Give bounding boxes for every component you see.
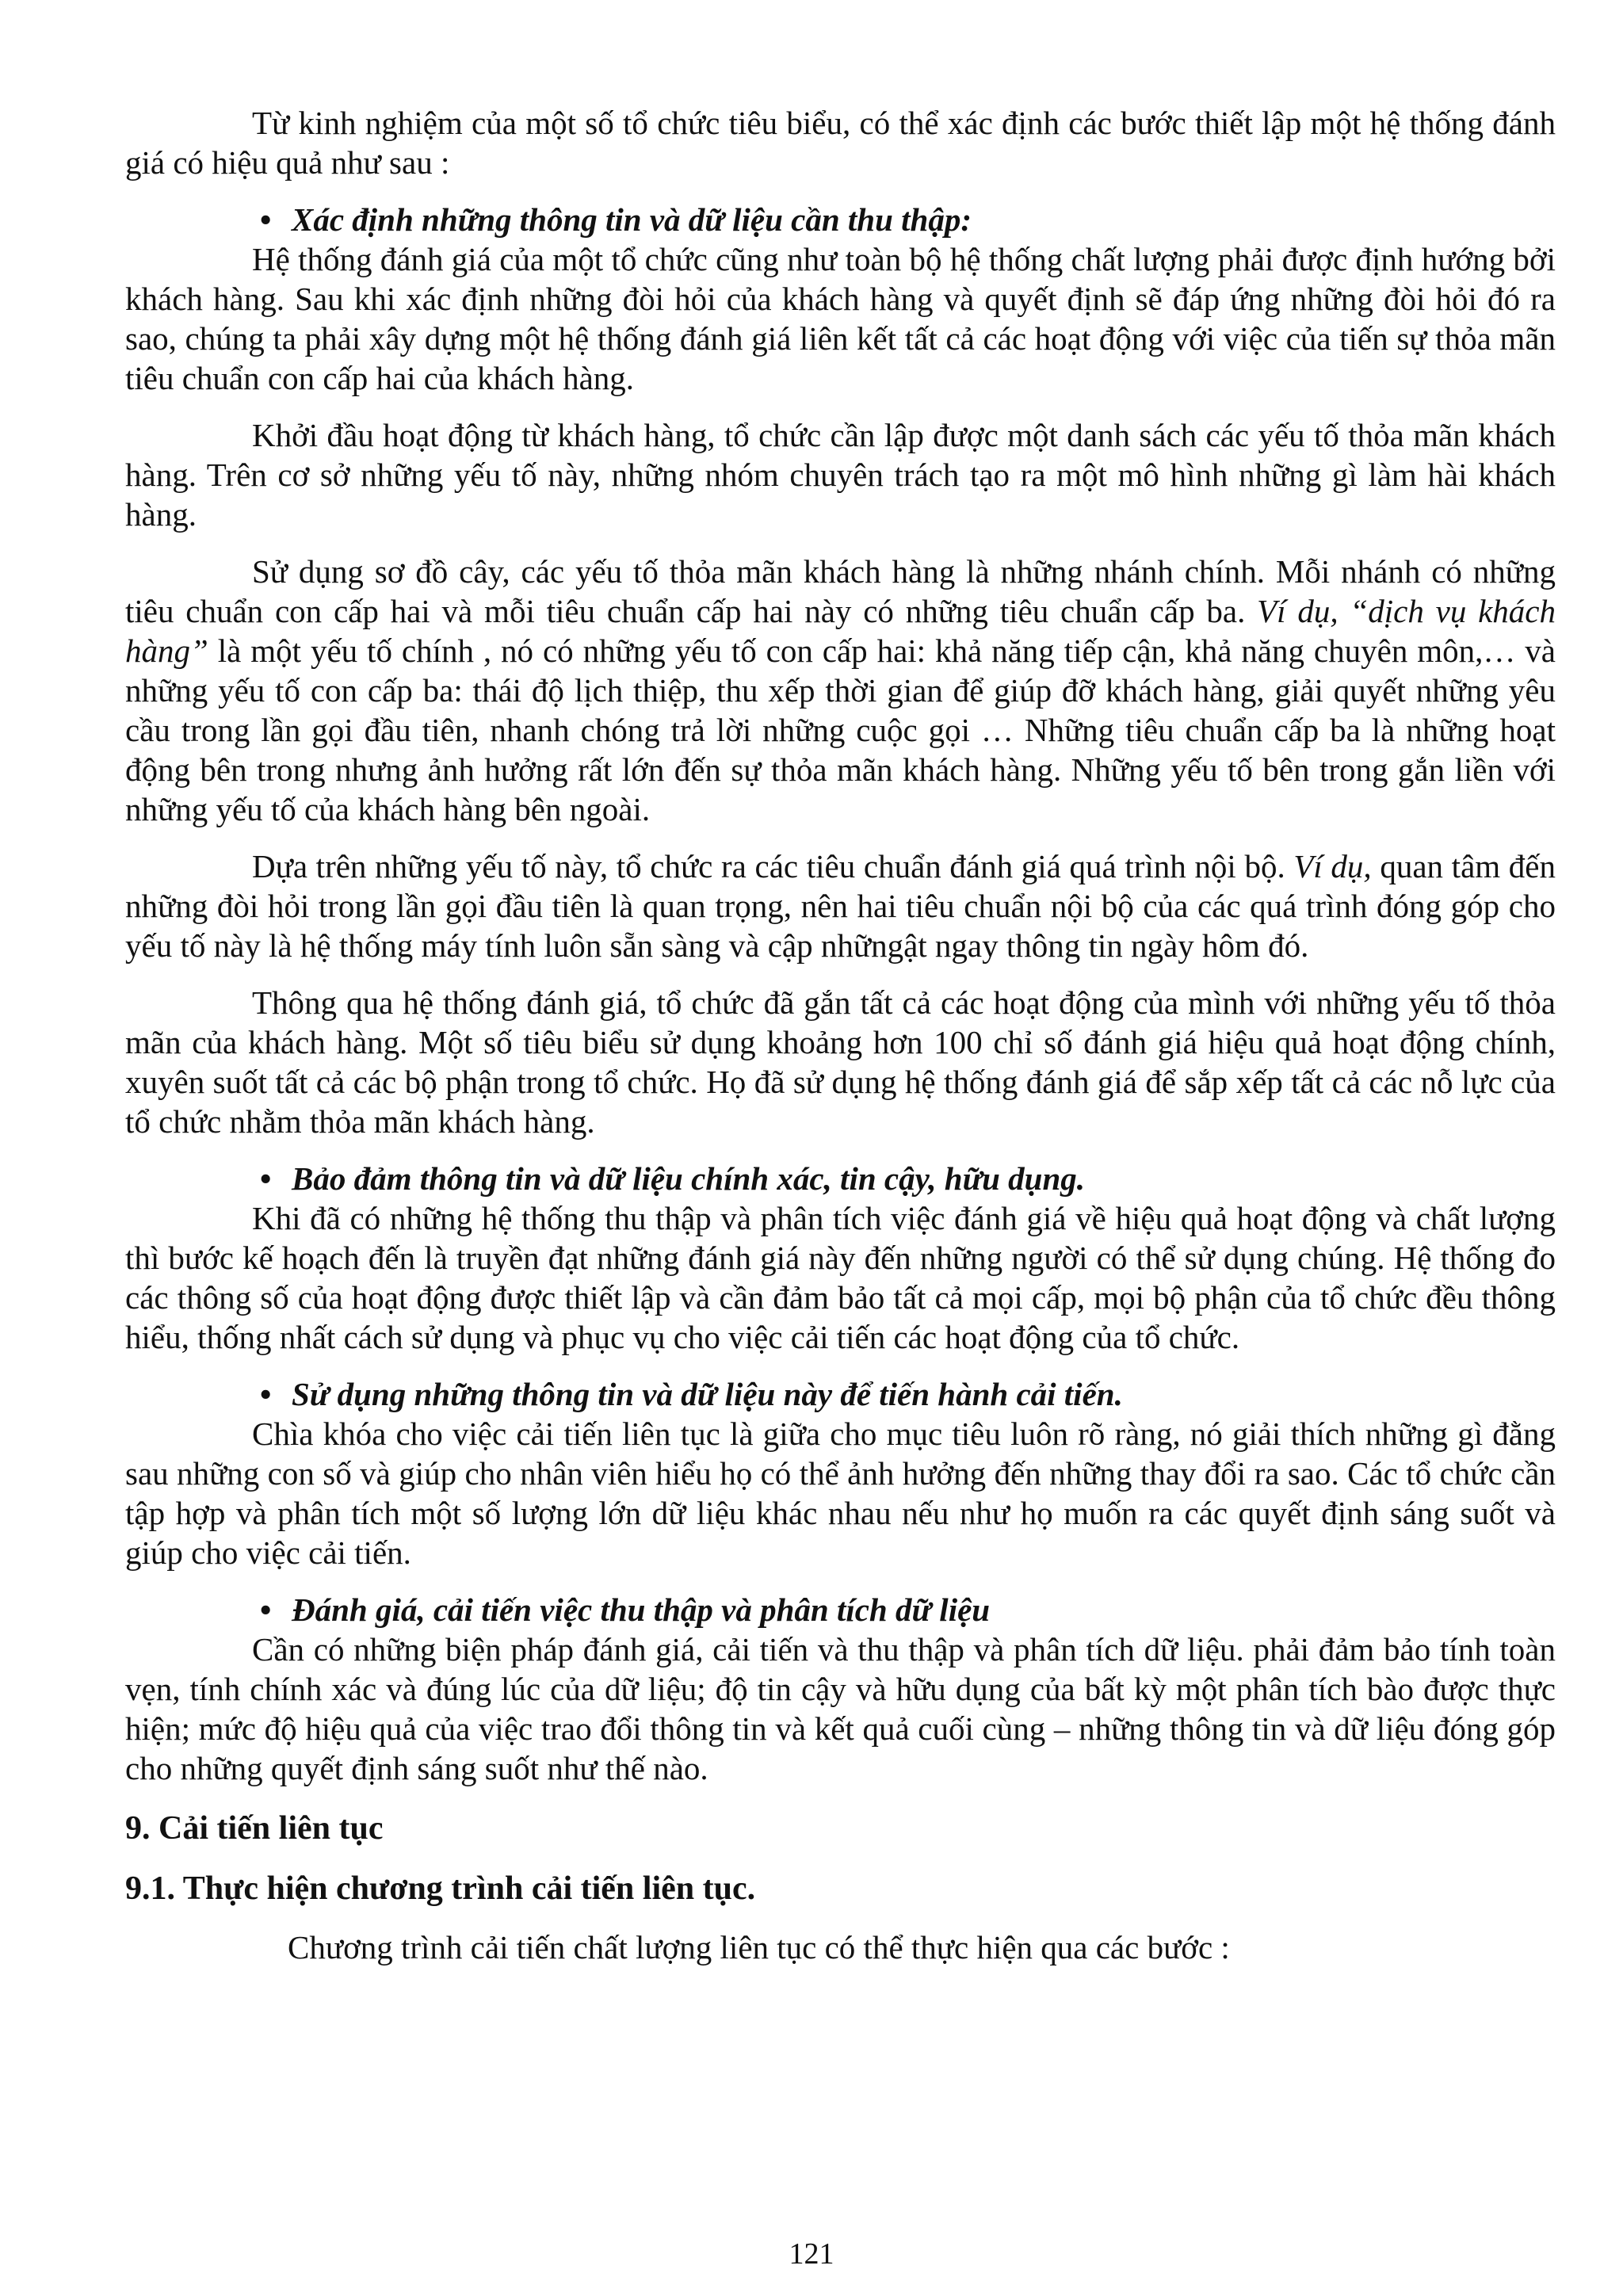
paragraph-key-improvement: Chìa khóa cho việc cải tiến liên tục là giữa cho mục tiêu luôn rõ ràng, nó giải thích những gì đằng sau những con số và giúp cho nhân viên hiểu họ có thể ảnh hưởng đến những thay đổi ra sao. Các tổ chức cần tập hợp và phân tích một số lượng lớn dữ liệu khác nhau nếu như họ muốn ra các quyết định sáng suốt và giúp cho việc cải tiến. bbox=[125, 1415, 1556, 1571]
bullet-icon: • bbox=[260, 1376, 272, 1412]
bullet-heading-text: Đánh giá, cải tiến việc thu thập và phân tích dữ liệu bbox=[292, 1591, 991, 1628]
example-text: Ví dụ, bbox=[1293, 848, 1372, 884]
document-body bbox=[125, 103, 1556, 1967]
paragraph-text: quan tâm đến những đòi hỏi trong lần gọi đầu tiên là quan trọng, nên hai tiêu chuẩn nội bộ của các quá trình đóng góp cho yếu tố này là hệ thống máy tính luôn sẵn sàng và cập nhữngật ngay thông tin ngày hôm đó. bbox=[125, 848, 1556, 964]
bullet-icon: • bbox=[260, 201, 272, 238]
paragraph-data-integrity: Cần có những biện pháp đánh giá, cải tiến và thu thập và phân tích dữ liệu. phải đảm bảo tính toàn vẹn, tính chính xác và đúng lúc của dữ liệu; độ tin cậy và hữu dụng của bất kỳ một phân tích bào được thực hiện; mức độ hiệu quả của việc trao đổi thông tin và kết quả cuối cùng – những thông tin và dữ liệu đóng góp cho những quyết định sáng suốt như thế nào. bbox=[125, 1631, 1556, 1786]
bullet-icon: • bbox=[260, 1591, 272, 1628]
bullet-heading-use-data bbox=[125, 1374, 1556, 1414]
page-number: 121 bbox=[789, 2237, 834, 2271]
section-heading-9-1: 9.1. Thực hiện chương trình cải tiến liên tục. bbox=[125, 1870, 756, 1907]
section-heading-9: 9. Cải tiến liên tục bbox=[125, 1810, 384, 1847]
paragraph-satisfaction-factors: Khởi đầu hoạt động từ khách hàng, tổ chức cần lập được một danh sách các yếu tố thỏa mãn khách hàng. Trên cơ sở những yếu tố này, những nhóm chuyên trách tạo ra một mô hình những gì làm hài khách hàng. bbox=[125, 417, 1556, 533]
paragraph-evaluation-system: Thông qua hệ thống đánh giá, tổ chức đã gắn tất cả các hoạt động của mình với những yếu tố thỏa mãn của khách hàng. Một số tiêu biểu sử dụng khoảng hơn 100 chỉ số đánh giá hiệu quả hoạt động chính, xuyên suốt tất cả các bộ phận trong tổ chức. Họ đã sử dụng hệ thống đánh giá để sắp xếp tất cả các nỗ lực của tổ chức nhằm thỏa mãn khách hàng. bbox=[125, 984, 1556, 1140]
bullet-heading-reliable-data bbox=[125, 1159, 1556, 1198]
paragraph-customer-oriented: Hệ thống đánh giá của một tổ chức cũng như toàn bộ hệ thống chất lượng phải được định hướng bởi khách hàng. Sau khi xác định những đòi hỏi của khách hàng và quyết định sẽ đáp ứng những đòi hỏi đó ra sao, chúng ta phải xây dựng một hệ thống đánh giá liên kết tất cả các hoạt động với việc của tiến sự thỏa mãn tiêu chuẩn con cấp hai của khách hàng. bbox=[125, 241, 1556, 396]
bullet-icon: • bbox=[260, 1160, 272, 1197]
bullet-heading-text: Bảo đảm thông tin và dữ liệu chính xác, tin cậy, hữu dụng. bbox=[292, 1160, 1086, 1197]
bullet-heading-collect-data bbox=[125, 200, 1556, 239]
paragraph-tree-diagram bbox=[125, 552, 1556, 829]
bullet-heading-text: Xác định những thông tin và dữ liệu cần thu thập: bbox=[292, 201, 972, 238]
bullet-heading-evaluate-collection bbox=[125, 1590, 1556, 1629]
bullet-heading-text: Sử dụng những thông tin và dữ liệu này để tiến hành cải tiến. bbox=[292, 1376, 1123, 1412]
paragraph-program-steps: Chương trình cải tiến chất lượng liên tục có thể thực hiện qua các bước : bbox=[288, 1929, 1230, 1966]
paragraph-text: là một yếu tố chính , nó có những yếu tố con cấp hai: khả năng tiếp cận, khả năng chuyên môn,… và những yếu tố con cấp ba: thái độ lịch thiệp, thu xếp thời gian để giúp đỡ khách hàng, giải quyết những yêu cầu trong lần gọi đầu tiên, nhanh chóng trả lời những cuộc gọi … Những tiêu chuẩn cấp ba là những hoạt động bên trong nhưng ảnh hưởng rất lớn đến sự thỏa mãn khách hàng. Những yếu tố bên trong gắn liền với những yếu tố của khách hàng bên ngoài. bbox=[125, 632, 1556, 827]
paragraph-text: Sử dụng sơ đồ cây, các yếu tố thỏa mãn khách hàng là những nhánh chính. Mỗi nhánh có những tiêu chuẩn con cấp hai và mỗi tiêu chuẩn cấp hai này có những tiêu chuẩn cấp ba. bbox=[125, 553, 1556, 629]
paragraph-internal-standards bbox=[125, 846, 1556, 965]
paragraph-intro: Từ kinh nghiệm của một số tổ chức tiêu biểu, có thể xác định các bước thiết lập một hệ thống đánh giá có hiệu quả như sau : bbox=[125, 105, 1556, 181]
paragraph-communicate-evaluations: Khi đã có những hệ thống thu thập và phân tích việc đánh giá về hiệu quả hoạt động và chất lượng thì bước kế hoạch đến là truyền đạt những đánh giá này đến những người có thể sử dụng chúng. Hệ thống đo các thông số của hoạt động được thiết lập và cần đảm bảo tất cả mọi cấp, mọi bộ phận của tổ chức đều thông hiểu, thống nhất cách sử dụng và phục vụ cho việc cải tiến các hoạt động của tổ chức. bbox=[125, 1200, 1556, 1355]
paragraph-text: Dựa trên những yếu tố này, tổ chức ra các tiêu chuẩn đánh giá quá trình nội bộ. bbox=[252, 848, 1294, 884]
example-text: Ví dụ, “dịch vụ khách hàng” bbox=[125, 593, 1556, 669]
